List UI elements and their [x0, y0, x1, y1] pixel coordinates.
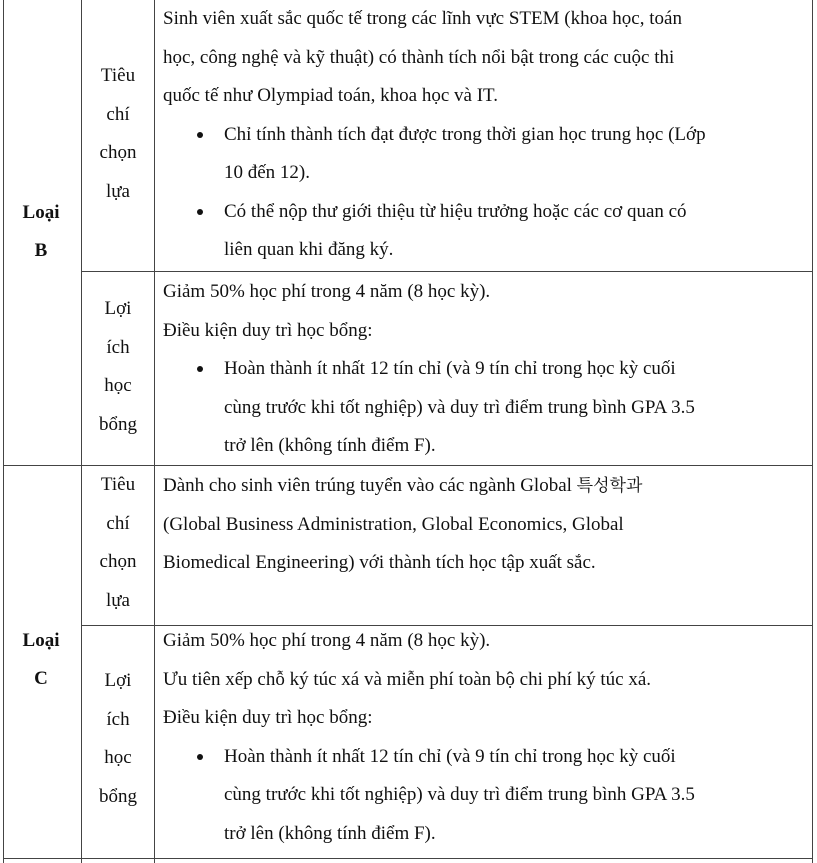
bullet-text-line: cùng trước khi tốt nghiệp) và duy trì điểm trung bình GPA 3.5 — [224, 784, 695, 805]
criteria-c-line2: (Global Business Administration, Global Economics, Global — [163, 513, 624, 535]
criteria-label-c-1: Tiêu — [100, 474, 136, 495]
bullet-dot — [197, 209, 203, 215]
criteria-b-line1: Sinh viên xuất sắc quốc tế trong các lĩnh vực STEM (khoa học, toán — [163, 8, 682, 29]
benefits-c-bullet-1 — [163, 738, 803, 854]
criteria-b-line2: học, công nghệ và kỹ thuật) có thành tích nổi bật trong các cuộc thi — [163, 46, 675, 68]
category-c — [3, 622, 79, 698]
benefits-label-b-3: học — [104, 375, 132, 396]
bullet-text-line: Chỉ tính thành tích đạt được trong thời gian học trung học (Lớp — [224, 123, 706, 145]
benefits-label-b-2: ích — [106, 336, 130, 358]
benefits-label-c-1: Lợi — [104, 670, 132, 691]
benefits-label-c-4: bổng — [99, 785, 137, 807]
bullet-text-line: Hoàn thành ít nhất 12 tín chỉ (và 9 tín chỉ trong học kỳ cuối — [224, 358, 676, 379]
category-b — [3, 194, 79, 270]
criteria-content-c — [163, 467, 803, 583]
benefits-b-bullets — [163, 350, 803, 466]
bullet-dot — [197, 132, 203, 138]
criteria-b-bullet-2 — [163, 193, 803, 270]
bullet-text-line: cùng trước khi tốt nghiệp) và duy trì điểm trung bình GPA 3.5 — [224, 396, 695, 418]
criteria-label-c-4: lựa — [105, 589, 130, 611]
benefits-label-c-2: ích — [106, 708, 130, 730]
bullet-dot — [197, 754, 203, 760]
table-border-right — [812, 0, 813, 863]
row-divider-b-inner — [81, 271, 813, 272]
bullet-text-line: liên quan khi đăng ký. — [224, 239, 394, 260]
benefits-c-line2: Ưu tiên xếp chỗ ký túc xá và miễn phí toàn bộ chi phí ký túc xá. — [163, 668, 652, 690]
benefits-b-line2: Điều kiện duy trì học bổng: — [163, 319, 373, 341]
criteria-c-line3: Biomedical Engineering) với thành tích học tập xuất sắc. — [163, 552, 596, 573]
bullet-dot — [197, 366, 203, 372]
benefits-c-line1: Giảm 50% học phí trong 4 năm (8 học kỳ). — [163, 630, 491, 651]
benefits-label-b-1: Lợi — [104, 298, 132, 319]
table-border-bottom — [3, 858, 813, 859]
criteria-label-c-2: chí — [106, 512, 130, 534]
criteria-c-line1 — [163, 467, 803, 506]
benefits-label-c — [82, 662, 154, 816]
bullet-text-line: trở lên (không tính điểm F). — [224, 435, 436, 456]
benefits-c-bullets — [163, 738, 803, 854]
category-c-line2: C — [34, 668, 48, 689]
category-c-line1: Loại — [22, 630, 60, 651]
table-border-left — [3, 0, 4, 863]
table-divider-label — [154, 0, 155, 863]
benefits-content-c — [163, 622, 803, 853]
criteria-label-b-1: Tiêu — [100, 65, 136, 86]
criteria-b-bullets — [163, 116, 803, 270]
criteria-b-bullet-1 — [163, 116, 803, 193]
criteria-content-b — [163, 0, 803, 270]
benefits-label-b-4: bổng — [99, 413, 137, 435]
criteria-label-c — [82, 466, 154, 620]
benefits-content-b — [163, 273, 803, 466]
bullet-text-line: trở lên (không tính điểm F). — [224, 822, 436, 844]
benefits-c-line3: Điều kiện duy trì học bổng: — [163, 707, 373, 728]
criteria-label-b-3: chọn — [99, 142, 137, 163]
criteria-label-b-2: chí — [106, 103, 130, 125]
category-b-line1: Loại — [22, 202, 60, 223]
benefits-label-c-3: học — [104, 747, 132, 768]
criteria-label-c-3: chọn — [99, 551, 137, 572]
bullet-text-line: 10 đến 12). — [224, 162, 311, 183]
criteria-label-b-4: lựa — [105, 180, 130, 202]
benefits-b-bullet-1 — [163, 350, 803, 466]
criteria-b-line3: quốc tế như Olympiad toán, khoa học và IT. — [163, 85, 498, 106]
criteria-label-b — [82, 57, 154, 211]
benefits-b-line1: Giảm 50% học phí trong 4 năm (8 học kỳ). — [163, 281, 491, 302]
benefits-label-b — [82, 290, 154, 444]
criteria-c-line1-text: Dành cho sinh viên trúng tuyển vào các ngành Global — [163, 475, 577, 496]
bullet-text-line: Có thể nộp thư giới thiệu từ hiệu trưởng hoặc các cơ quan có — [224, 200, 687, 222]
criteria-c-line1-hangul: 특성학과 — [576, 476, 643, 496]
bullet-text-line: Hoàn thành ít nhất 12 tín chỉ (và 9 tín chỉ trong học kỳ cuối — [224, 745, 676, 767]
category-b-line2: B — [34, 240, 48, 261]
